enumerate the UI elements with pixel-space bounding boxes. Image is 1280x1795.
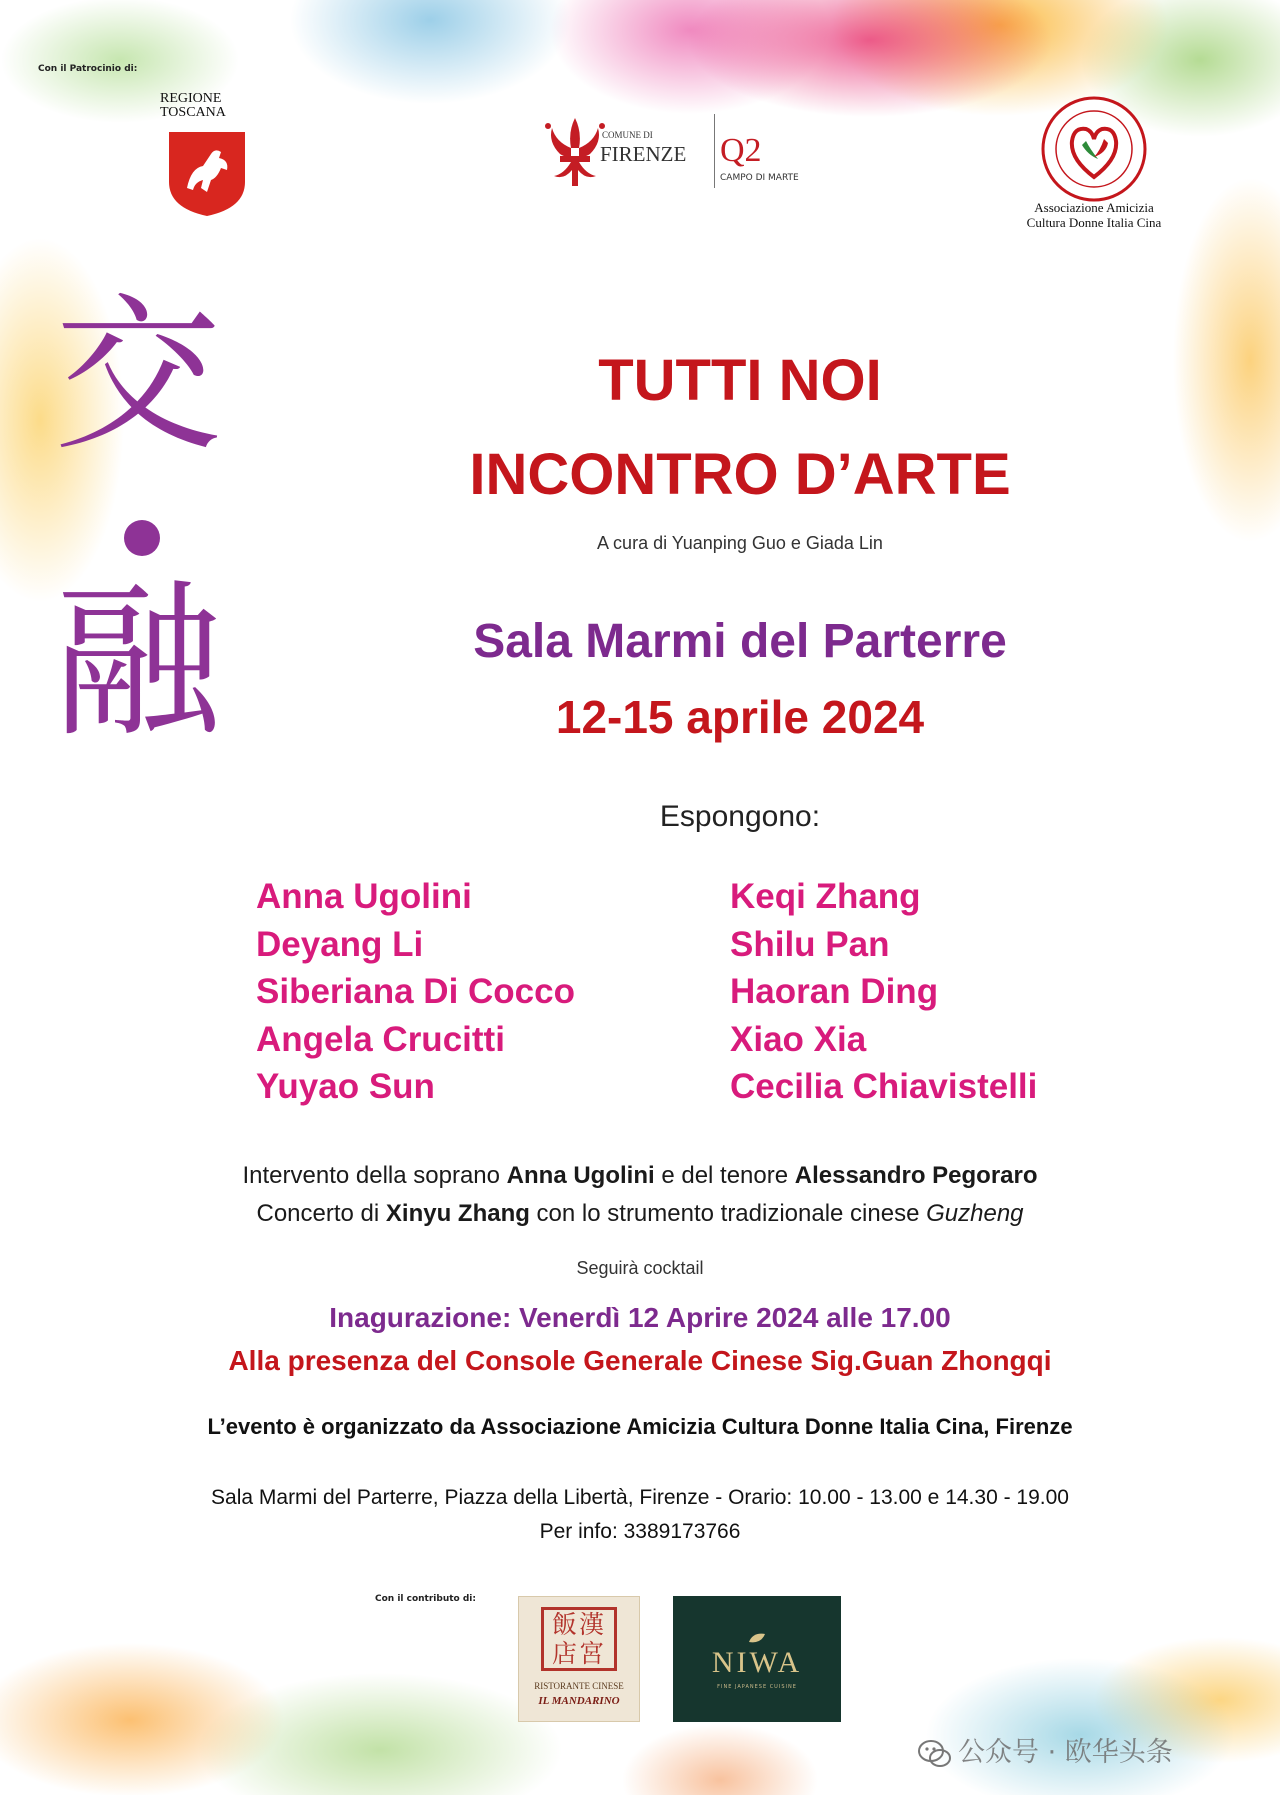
niwa-subtitle: FINE JAPANESE CUISINE: [717, 1684, 797, 1690]
artist-name: Shilu Pan: [730, 924, 890, 964]
niwa-logo: [673, 1596, 841, 1722]
program-text: Concerto di: [256, 1200, 386, 1227]
watermark-text: 公众号 · 欧华头条: [958, 1737, 1173, 1768]
tenor-name: Alessandro Pegoraro: [794, 1162, 1038, 1189]
artists-heading: Espongono:: [659, 800, 821, 833]
chinese-char-rong: 融: [54, 564, 222, 760]
artist-name: Haoran Ding: [730, 972, 939, 1011]
mandarino-line1: RISTORANTE CINESE: [534, 1681, 624, 1691]
patrocinio-label: Con il Patrocinio di:: [38, 64, 138, 74]
mandarino-line2: IL MANDARINO: [538, 1695, 620, 1707]
artist-name: Xiao Xia: [730, 1019, 867, 1059]
regione-shield-icon: [167, 130, 247, 218]
chinese-char-jiao: 交: [54, 278, 222, 474]
artist-name: Cecilia Chiavistelli: [730, 1067, 1038, 1106]
instrument-name: Guzheng: [926, 1200, 1024, 1227]
wechat-watermark: [918, 1730, 1173, 1769]
consul-line: Alla presenza del Console Generale Cinese Sig.Guan Zhongqi: [228, 1345, 1052, 1376]
program-line-singers: [40, 1162, 1240, 1190]
artists-column-2: [730, 873, 1037, 1111]
title-line2: INCONTRO D’ARTE: [469, 442, 1011, 507]
association-name: [985, 200, 1203, 230]
venue-name: Sala Marmi del Parterre: [473, 615, 1007, 668]
cocktail-note: Seguirà cocktail: [576, 1258, 704, 1278]
program-text: e del tenore: [654, 1162, 795, 1189]
wechat-icon: [918, 1739, 952, 1769]
niwa-name: NIWA: [711, 1646, 803, 1679]
regione-line1: REGIONE: [160, 91, 222, 106]
contributo-label: Con il contributo di:: [375, 1594, 476, 1604]
firenze-label: FIRENZE: [600, 142, 687, 166]
organizer-line: L’evento è organizzato da Associazione Amicizia Cultura Donne Italia Cina, Firenze: [207, 1414, 1073, 1439]
soprano-name: Anna Ugolini: [506, 1162, 655, 1189]
curated-by: A cura di Yuanping Guo e Giada Lin: [597, 533, 883, 553]
artist-name: Angela Crucitti: [256, 1019, 505, 1059]
program-line-concert: [40, 1200, 1240, 1228]
artist-name: Keqi Zhang: [730, 877, 921, 916]
artist-name: Deyang Li: [256, 924, 424, 964]
inauguration-line: Inagurazione: Venerdì 12 Aprire 2024 alle 17.00: [329, 1302, 951, 1333]
address-hours: Sala Marmi del Parterre, Piazza della Libertà, Firenze - Orario: 10.00 - 13.00 e 14.30 - 19.00: [211, 1486, 1069, 1509]
program-text: Intervento della soprano: [242, 1162, 507, 1189]
mandarino-logo: [518, 1596, 640, 1722]
association-line1: Associazione Amicizia: [1034, 200, 1154, 215]
leaf-icon: [747, 1632, 767, 1644]
program-text: con lo strumento tradizionale cinese: [529, 1200, 927, 1227]
musician-name: Xinyu Zhang: [385, 1200, 530, 1227]
event-dates: 12-15 aprile 2024: [555, 691, 925, 743]
artist-name: Siberiana Di Cocco: [256, 972, 575, 1011]
campo-di-marte-label: CAMPO DI MARTE: [720, 173, 799, 183]
comune-di-label: COMUNE DI: [602, 130, 653, 140]
association-heart-logo-icon: [1040, 95, 1148, 203]
regione-line2: TOSCANA: [160, 105, 226, 120]
title-line1: TUTTI NOI: [598, 348, 882, 413]
logo-divider: [714, 114, 715, 188]
mandarino-seal: [541, 1607, 617, 1671]
chinese-title-dot: [124, 520, 160, 556]
mandarino-seal-text: 飯漢店宮: [551, 1610, 606, 1668]
artist-name: Anna Ugolini: [256, 877, 472, 916]
q2-logo: Q2: [720, 132, 762, 169]
artist-name: Yuyao Sun: [256, 1067, 435, 1106]
info-phone: Per info: 3389173766: [539, 1520, 741, 1543]
artists-column-1: [256, 873, 575, 1111]
regione-toscana-logo: [160, 92, 226, 120]
association-line2: Cultura Donne Italia Cina: [1026, 215, 1162, 230]
